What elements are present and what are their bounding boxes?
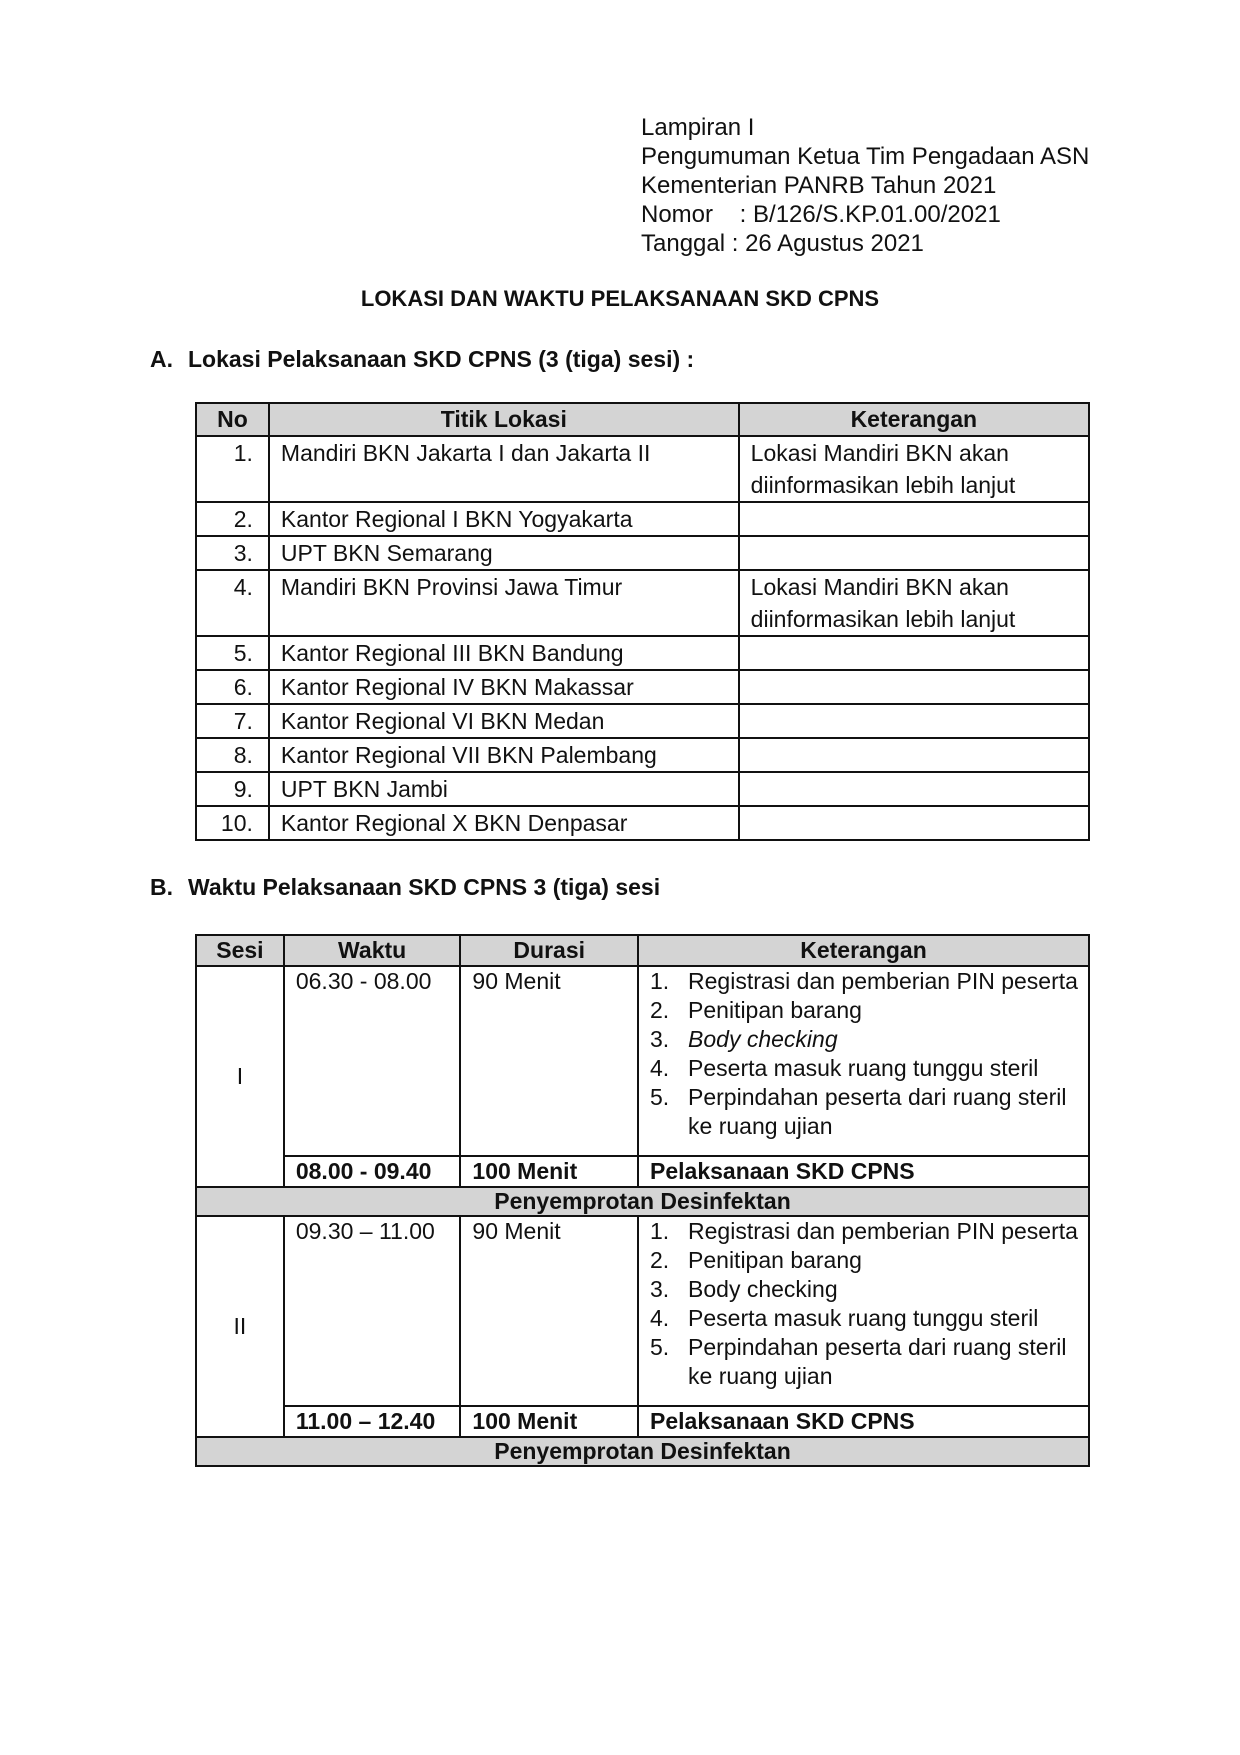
prep-step bbox=[650, 1083, 1088, 1141]
col-header-sesi: Sesi bbox=[196, 935, 284, 966]
location-row bbox=[196, 502, 1089, 536]
prep-step-text: Registrasi dan pemberian PIN peserta bbox=[688, 968, 1078, 994]
document-title: LOKASI DAN WAKTU PELAKSANAAN SKD CPNS bbox=[360, 286, 880, 311]
session-exec-row bbox=[196, 1156, 1089, 1187]
schedule-table-header bbox=[196, 935, 1089, 966]
location-name: UPT BKN Semarang bbox=[269, 536, 739, 570]
section-a-letter: A. bbox=[150, 346, 173, 372]
location-no: 5. bbox=[196, 636, 269, 670]
location-note: Lokasi Mandiri BKN akan diinformasikan lebih lanjut bbox=[739, 436, 1089, 502]
section-b-title: Waktu Pelaksanaan SKD CPNS 3 (tiga) sesi bbox=[188, 874, 661, 900]
location-name: Kantor Regional IV BKN Makassar bbox=[269, 670, 739, 704]
disinfection-label: Penyemprotan Desinfektan bbox=[196, 1187, 1089, 1216]
location-no: 9. bbox=[196, 772, 269, 806]
header-line-lampiran: Lampiran I bbox=[641, 114, 755, 141]
session-number: II bbox=[196, 1216, 284, 1437]
location-note bbox=[739, 636, 1089, 670]
prep-step-number: 3. bbox=[650, 1026, 670, 1052]
prep-step-number: 4. bbox=[650, 1055, 670, 1081]
prep-step-text: Body checking bbox=[688, 1026, 838, 1052]
location-row bbox=[196, 670, 1089, 704]
prep-step bbox=[650, 1054, 1088, 1083]
nomor-value: B/126/S.KP.01.00/2021 bbox=[753, 201, 1001, 228]
location-no: 7. bbox=[196, 704, 269, 738]
section-b-heading bbox=[150, 874, 660, 901]
location-name: UPT BKN Jambi bbox=[269, 772, 739, 806]
col-header-titik-lokasi: Titik Lokasi bbox=[269, 403, 739, 436]
section-a-heading bbox=[150, 346, 694, 373]
prep-step-number: 2. bbox=[650, 997, 670, 1023]
location-name: Kantor Regional III BKN Bandung bbox=[269, 636, 739, 670]
location-row bbox=[196, 738, 1089, 772]
schedule-table bbox=[195, 934, 1090, 1467]
session-prep-row bbox=[196, 1216, 1089, 1406]
location-row bbox=[196, 772, 1089, 806]
location-note bbox=[739, 670, 1089, 704]
tanggal-label: Tanggal : bbox=[641, 230, 746, 257]
location-note bbox=[739, 806, 1089, 840]
location-row bbox=[196, 436, 1089, 502]
col-header-no: No bbox=[196, 403, 269, 436]
attachment-header bbox=[641, 113, 1089, 258]
location-no: 6. bbox=[196, 670, 269, 704]
prep-step-text: Peserta masuk ruang tunggu steril bbox=[688, 1055, 1039, 1081]
tanggal-value: 26 Agustus 2021 bbox=[745, 230, 924, 257]
prep-time: 09.30 – 11.00 bbox=[284, 1216, 461, 1406]
section-b-letter: B. bbox=[150, 874, 173, 900]
prep-step-number: 2. bbox=[650, 1247, 670, 1273]
prep-duration: 90 Menit bbox=[460, 966, 638, 1156]
location-row bbox=[196, 806, 1089, 840]
location-note bbox=[739, 536, 1089, 570]
prep-steps-cell bbox=[638, 966, 1089, 1156]
disinfection-row bbox=[196, 1187, 1089, 1216]
header-line-tanggal bbox=[641, 229, 1089, 258]
location-name: Kantor Regional X BKN Denpasar bbox=[269, 806, 739, 840]
prep-step bbox=[650, 996, 1088, 1025]
location-row bbox=[196, 536, 1089, 570]
exec-time: 08.00 - 09.40 bbox=[284, 1156, 461, 1187]
prep-step bbox=[650, 967, 1088, 996]
nomor-label: Nomor : bbox=[641, 201, 754, 228]
location-table-header bbox=[196, 403, 1089, 436]
exec-duration: 100 Menit bbox=[460, 1406, 638, 1437]
prep-steps-cell bbox=[638, 1216, 1089, 1406]
header-line-kementerian: Kementerian PANRB Tahun 2021 bbox=[641, 172, 997, 199]
prep-step bbox=[650, 1217, 1088, 1246]
prep-steps-list bbox=[650, 1217, 1088, 1391]
exec-time: 11.00 – 12.40 bbox=[284, 1406, 461, 1437]
location-table bbox=[195, 402, 1090, 841]
prep-step-number: 4. bbox=[650, 1305, 670, 1331]
col-header-keterangan: Keterangan bbox=[739, 403, 1089, 436]
location-row bbox=[196, 704, 1089, 738]
location-name: Mandiri BKN Jakarta I dan Jakarta II bbox=[269, 436, 739, 502]
location-note bbox=[739, 738, 1089, 772]
prep-step bbox=[650, 1333, 1088, 1391]
location-name: Kantor Regional VI BKN Medan bbox=[269, 704, 739, 738]
location-note bbox=[739, 502, 1089, 536]
col-header-waktu: Waktu bbox=[284, 935, 461, 966]
prep-time: 06.30 - 08.00 bbox=[284, 966, 461, 1156]
exec-duration: 100 Menit bbox=[460, 1156, 638, 1187]
prep-duration: 90 Menit bbox=[460, 1216, 638, 1406]
prep-step-number: 1. bbox=[650, 1218, 670, 1244]
exec-description: Pelaksanaan SKD CPNS bbox=[638, 1156, 1089, 1187]
prep-step-text: Penitipan barang bbox=[688, 997, 862, 1023]
location-row bbox=[196, 636, 1089, 670]
session-prep-row bbox=[196, 966, 1089, 1156]
prep-step-text: Perpindahan peserta dari ruang steril ke ruang ujian bbox=[688, 1334, 1067, 1389]
location-note bbox=[739, 704, 1089, 738]
prep-step-number: 5. bbox=[650, 1084, 670, 1110]
prep-step bbox=[650, 1275, 1088, 1304]
session-number: I bbox=[196, 966, 284, 1187]
prep-step bbox=[650, 1304, 1088, 1333]
prep-step-number: 5. bbox=[650, 1334, 670, 1360]
session-exec-row bbox=[196, 1406, 1089, 1437]
prep-step bbox=[650, 1025, 1088, 1054]
prep-step-text: Penitipan barang bbox=[688, 1247, 862, 1273]
location-name: Mandiri BKN Provinsi Jawa Timur bbox=[269, 570, 739, 636]
location-no: 1. bbox=[196, 436, 269, 502]
col-header-keterangan: Keterangan bbox=[638, 935, 1089, 966]
header-line-nomor bbox=[641, 200, 1089, 229]
prep-step-number: 1. bbox=[650, 968, 670, 994]
disinfection-label: Penyemprotan Desinfektan bbox=[196, 1437, 1089, 1466]
prep-steps-list bbox=[650, 967, 1088, 1141]
location-note: Lokasi Mandiri BKN akan diinformasikan lebih lanjut bbox=[739, 570, 1089, 636]
location-no: 3. bbox=[196, 536, 269, 570]
col-header-durasi: Durasi bbox=[460, 935, 638, 966]
location-row bbox=[196, 570, 1089, 636]
location-note bbox=[739, 772, 1089, 806]
prep-step-text: Registrasi dan pemberian PIN peserta bbox=[688, 1218, 1078, 1244]
location-no: 8. bbox=[196, 738, 269, 772]
location-no: 10. bbox=[196, 806, 269, 840]
prep-step-number: 3. bbox=[650, 1276, 670, 1302]
prep-step-text: Peserta masuk ruang tunggu steril bbox=[688, 1305, 1039, 1331]
header-line-pengumuman: Pengumuman Ketua Tim Pengadaan ASN bbox=[641, 143, 1090, 170]
location-no: 2. bbox=[196, 502, 269, 536]
section-a-title: Lokasi Pelaksanaan SKD CPNS (3 (tiga) sesi) : bbox=[188, 346, 695, 372]
prep-step-text: Perpindahan peserta dari ruang steril ke ruang ujian bbox=[688, 1084, 1067, 1139]
location-name: Kantor Regional I BKN Yogyakarta bbox=[269, 502, 739, 536]
prep-step-text: Body checking bbox=[688, 1276, 838, 1302]
location-no: 4. bbox=[196, 570, 269, 636]
location-name: Kantor Regional VII BKN Palembang bbox=[269, 738, 739, 772]
disinfection-row bbox=[196, 1437, 1089, 1466]
exec-description: Pelaksanaan SKD CPNS bbox=[638, 1406, 1089, 1437]
prep-step bbox=[650, 1246, 1088, 1275]
